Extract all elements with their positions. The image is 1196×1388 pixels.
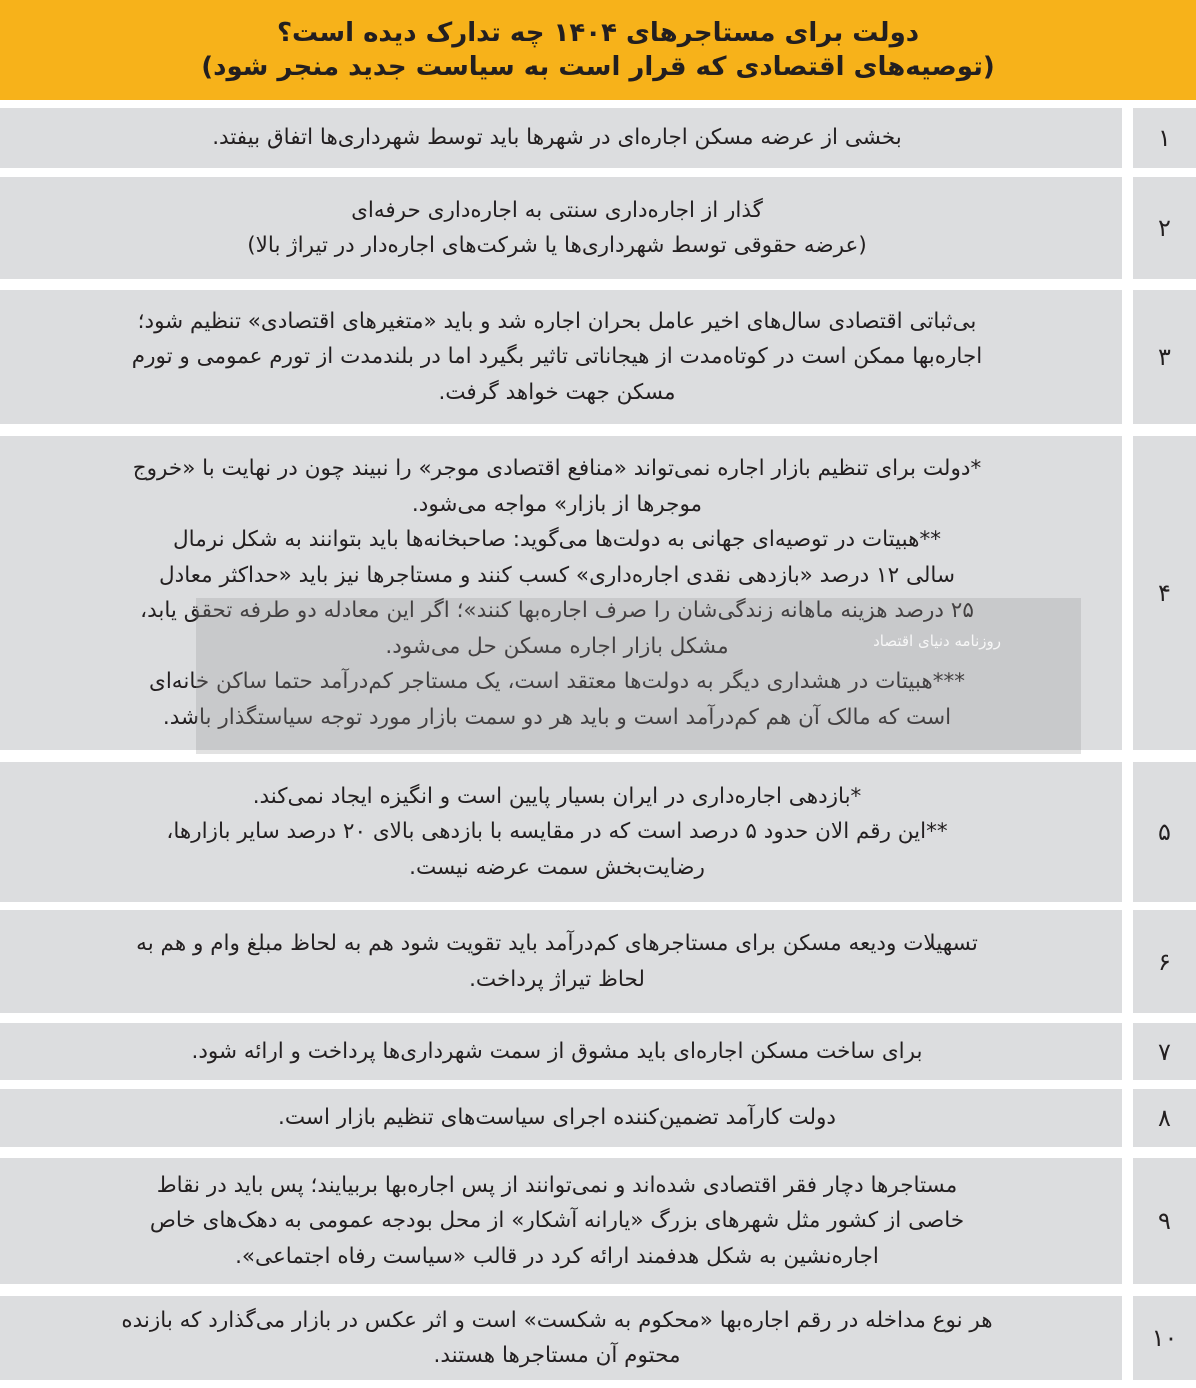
- row-number: ۷: [1133, 1023, 1196, 1080]
- row-text-line: برای ساخت مسکن اجاره‌ای باید مشوق از سمت شهرداری‌ها پرداخت و ارائه شود.: [191, 1038, 923, 1064]
- row-number: ۱۰: [1133, 1296, 1196, 1380]
- row-text-line: *دولت برای تنظیم بازار اجاره نمی‌تواند «منافع اقتصادی موجر» را نبیند چون در نهایت با «خروج: [132, 456, 982, 481]
- table-row: [0, 762, 1196, 902]
- table-row: [0, 177, 1196, 279]
- row-number: ۳: [1133, 290, 1196, 424]
- row-text: [0, 1296, 1122, 1380]
- table-row: [0, 1296, 1196, 1380]
- row-text-line: بی‌ثباتی اقتصادی سال‌های اخیر عامل بحران اجاره شد و باید «متغیرهای اقتصادی» تنظیم شود؛: [137, 308, 977, 334]
- row-text-block: [50, 1168, 1064, 1275]
- row-text-block: [50, 120, 1064, 156]
- row-text-block: [50, 926, 1064, 997]
- row-text-block: [50, 304, 1064, 411]
- row-text-block: [50, 193, 1064, 264]
- row-text-block: [50, 1303, 1064, 1374]
- row-text-line: (عرضه حقوقی توسط شهرداری‌ها یا شرکت‌های اجاره‌دار در تیراژ بالا): [247, 233, 867, 258]
- row-text: [0, 1089, 1122, 1147]
- table-row: [0, 290, 1196, 424]
- row-text-line: *بازدهی اجاره‌داری در ایران بسیار پایین است و انگیزه ایجاد نمی‌کند.: [252, 783, 862, 809]
- row-text-line: خاصی از کشور مثل شهرهای بزرگ «یارانه آشکار» از محل بودجه عمومی به دهک‌های خاص: [149, 1208, 965, 1234]
- table-row: [0, 436, 1196, 750]
- row-text: [0, 1023, 1122, 1080]
- row-text-line: اجاره‌نشین به شکل هدفمند ارائه کرد در قالب «سیاست رفاه اجتماعی».: [235, 1243, 879, 1269]
- row-text-line: سالی ۱۲ درصد «بازدهی نقدی اجاره‌داری» کسب کنند و مستاجرها نیز باید «حداکثر معادل: [159, 562, 955, 588]
- row-text-line: موجرها از بازار» مواجه می‌شود.: [411, 491, 703, 517]
- row-text-line: محتوم آن مستاجرها هستند.: [433, 1343, 681, 1368]
- row-text: [0, 762, 1122, 902]
- header-banner: [0, 0, 1196, 100]
- row-text-line: اجاره‌بها ممکن است در کوتاه‌مدت از هیجاناتی تاثیر بگیرد اما در بلندمدت از تورم عمومی و تورم: [131, 344, 983, 370]
- row-text-line: رضایت‌بخش سمت عرضه نیست.: [409, 854, 705, 880]
- row-text-block: [50, 1034, 1064, 1070]
- header-title: دولت برای مستاجرهای ۱۴۰۴ چه تدارک دیده است؟: [276, 18, 920, 48]
- row-text-line: ***هبیتات در هشداری دیگر به دولت‌ها معتقد است، یک مستاجر کم‌درآمد حتما ساکن خانه‌ای: [149, 669, 965, 694]
- row-text-line: **این رقم الان حدود ۵ درصد است که در مقایسه با بازدهی بالای ۲۰ درصد سایر بازارها،: [166, 819, 948, 845]
- row-text-line: مشکل بازار اجاره مسکن حل می‌شود.: [385, 633, 729, 659]
- row-number: ۲: [1133, 177, 1196, 279]
- watermark-text: روزنامه دنیای اقتصاد: [873, 632, 1001, 650]
- table-row: [0, 1158, 1196, 1284]
- row-text: [0, 177, 1122, 279]
- row-text: [0, 1158, 1122, 1284]
- row-text-line: دولت کارآمد تضمین‌کننده اجرای سیاست‌های تنظیم بازار است.: [277, 1105, 836, 1130]
- table-row: [0, 108, 1196, 168]
- row-number: ۱: [1133, 108, 1196, 168]
- row-text-line: ۲۵ درصد هزینه ماهانه زندگی‌شان را صرف اجاره‌بها کنند»؛ اگر این معادله دو طرفه تحقق یابد،: [140, 598, 974, 623]
- row-number: ۴: [1133, 436, 1196, 750]
- table-row: [0, 1089, 1196, 1147]
- row-text-block: [50, 451, 1064, 735]
- row-text-block: [50, 1100, 1064, 1136]
- row-text-line: هر نوع مداخله در رقم اجاره‌بها «محکوم به شکست» است و اثر عکس در بازار می‌گذارد که بازنده: [121, 1307, 993, 1333]
- row-text-line: گذار از اجاره‌داری سنتی به اجاره‌داری حرفه‌ای: [351, 197, 763, 223]
- row-text-line: لحاظ تیراژ پرداخت.: [469, 966, 645, 992]
- row-text-block: [50, 779, 1064, 886]
- row-text-line: مستاجرها دچار فقر اقتصادی شده‌اند و نمی‌توانند از پس اجاره‌بها بربیایند؛ پس باید در نقاط: [156, 1172, 958, 1198]
- row-number: ۵: [1133, 762, 1196, 902]
- row-text: [0, 108, 1122, 168]
- row-number: ۹: [1133, 1158, 1196, 1284]
- header-subtitle: (توصیه‌های اقتصادی که قرار است به سیاست جدید منجر شود): [201, 52, 995, 82]
- table-row: [0, 910, 1196, 1013]
- row-text-line: **هبیتات در توصیه‌ای جهانی به دولت‌ها می‌گوید: صاحبخانه‌ها باید بتوانند به شکل نرمال: [173, 527, 941, 552]
- row-text: [0, 910, 1122, 1013]
- row-text-line: تسهیلات ودیعه مسکن برای مستاجرهای کم‌درآمد باید تقویت شود هم به لحاظ مبلغ وام و هم به: [136, 931, 978, 956]
- table-row: [0, 1023, 1196, 1080]
- row-number: ۶: [1133, 910, 1196, 1013]
- row-number: ۸: [1133, 1089, 1196, 1147]
- row-text-line: بخشی از عرضه مسکن اجاره‌ای در شهرها باید توسط شهرداری‌ها اتفاق بیفتد.: [212, 125, 902, 150]
- row-text: [0, 290, 1122, 424]
- row-text: [0, 436, 1122, 750]
- row-text-line: است که مالک آن هم کم‌درآمد است و باید هر دو سمت بازار مورد توجه سیاستگذار باشد.: [162, 704, 952, 730]
- row-text-line: مسکن جهت خواهد گرفت.: [438, 379, 676, 405]
